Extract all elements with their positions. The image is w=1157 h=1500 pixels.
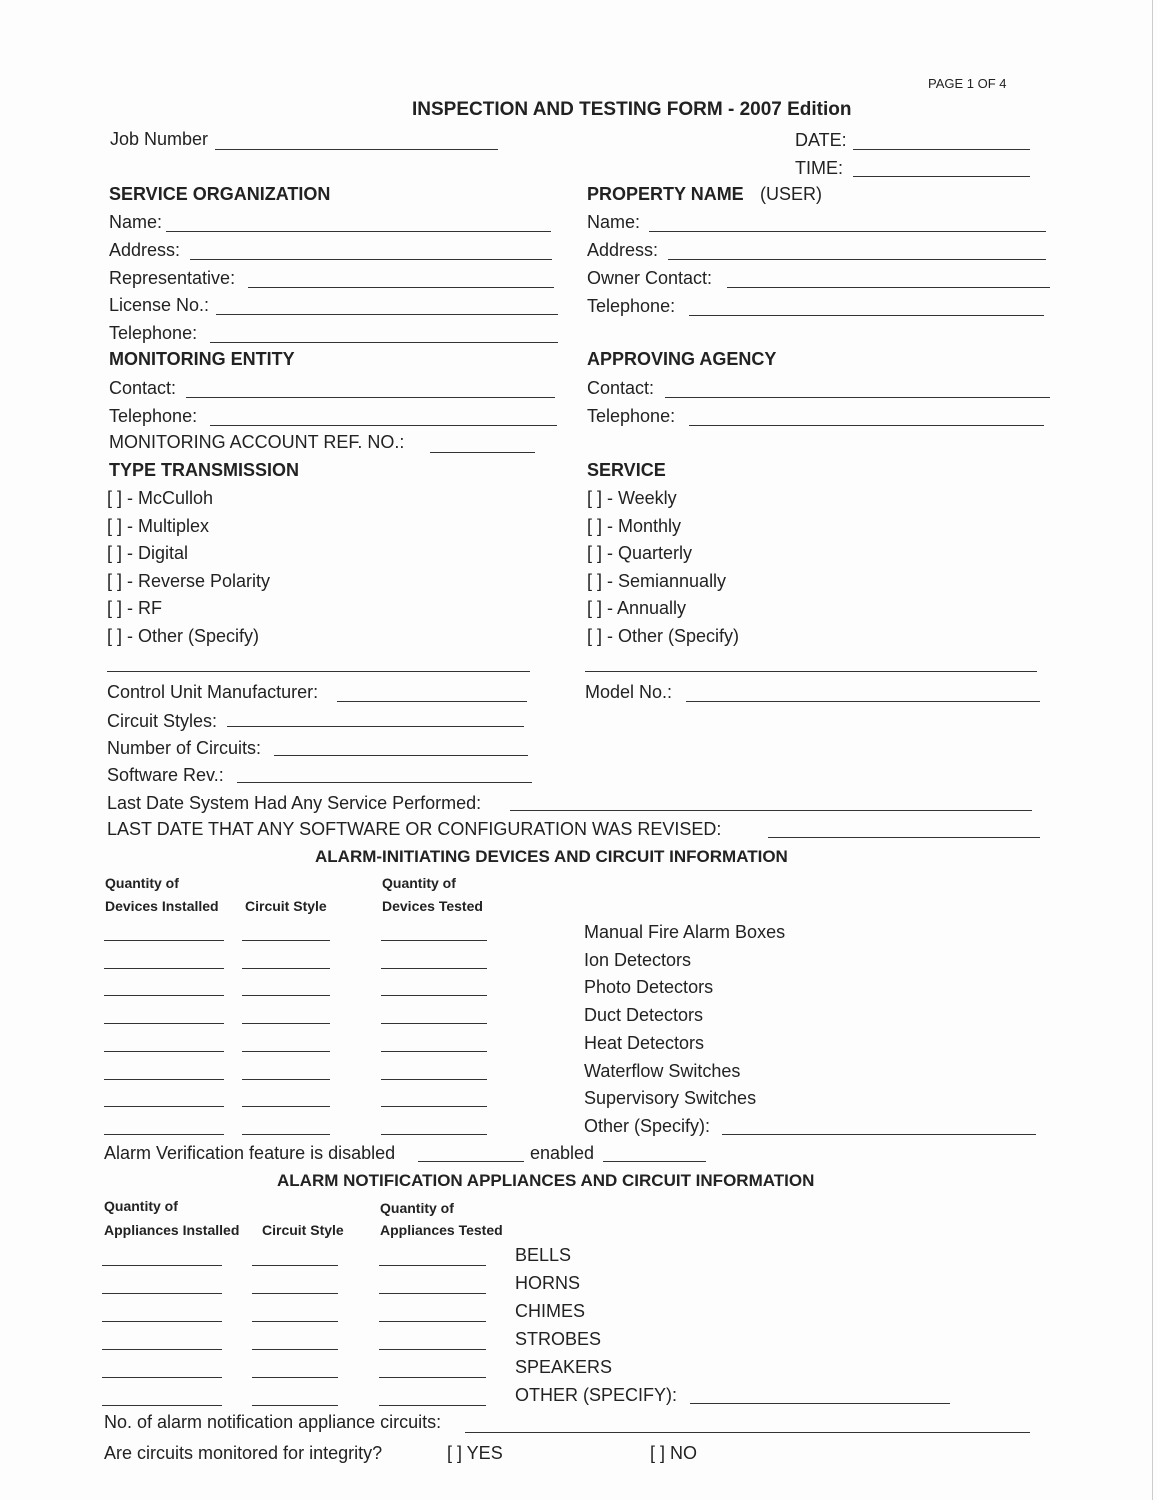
monitoring-telephone-label: Telephone: (109, 406, 198, 426)
service-organization-heading: SERVICE ORGANIZATION (109, 184, 331, 204)
property-telephone-field[interactable] (689, 315, 1044, 316)
control-unit-manufacturer-field[interactable] (337, 701, 527, 702)
job-number-label: Job Number (110, 129, 209, 149)
transmission-option-checkbox[interactable]: [ ] - McCulloh (107, 488, 214, 508)
col-appliances-installed-header: Appliances Installed (104, 1222, 240, 1238)
notification-circuits-field[interactable] (465, 1432, 1030, 1433)
appliances-tested-field[interactable] (379, 1293, 486, 1294)
device-type-label: Ion Detectors (584, 949, 692, 970)
appliance-type-label: CHIMES (515, 1300, 586, 1321)
appliances-tested-field[interactable] (379, 1265, 486, 1266)
property-name-field[interactable] (649, 231, 1046, 232)
col-appliances-installed-header: Quantity of (104, 1198, 178, 1214)
approving-telephone-field[interactable] (689, 425, 1044, 426)
service-org-name-label: Name: (109, 212, 163, 232)
other-device-field[interactable] (722, 1134, 1036, 1135)
circuit-style-field[interactable] (252, 1293, 338, 1294)
appliances-tested-field[interactable] (379, 1405, 486, 1406)
device-type-label: Waterflow Switches (584, 1060, 741, 1081)
last-service-date-label: Last Date System Had Any Service Performed: (107, 793, 482, 813)
devices-installed-field[interactable] (104, 968, 224, 969)
appliances-installed-field[interactable] (102, 1321, 222, 1322)
service-org-address-label: Address: (109, 240, 181, 260)
monitoring-contact-label: Contact: (109, 378, 177, 398)
devices-installed-field[interactable] (104, 1106, 224, 1107)
device-type-label: Photo Detectors (584, 977, 714, 998)
model-number-label: Model No.: (585, 682, 673, 702)
integrity-no-checkbox[interactable]: [ ] NO (650, 1443, 698, 1463)
appliance-type-label: STROBES (515, 1328, 602, 1349)
appliances-tested-field[interactable] (379, 1321, 486, 1322)
appliances-installed-field[interactable] (102, 1265, 222, 1266)
job-number-field[interactable] (215, 149, 498, 150)
model-number-field[interactable] (686, 701, 1040, 702)
devices-installed-field[interactable] (104, 1023, 224, 1024)
number-of-circuits-field[interactable] (274, 755, 528, 756)
property-address-label: Address: (587, 240, 659, 260)
transmission-option-checkbox[interactable]: [ ] - Reverse Polarity (107, 570, 271, 591)
appliances-installed-field[interactable] (102, 1405, 222, 1406)
service-org-representative-label: Representative: (109, 268, 236, 288)
appliance-type-label: HORNS (515, 1272, 581, 1293)
property-owner_contact-field[interactable] (727, 287, 1050, 288)
devices-installed-field[interactable] (104, 1051, 224, 1052)
circuit-style-field[interactable] (252, 1321, 338, 1322)
device-type-label: Other (Specify): (584, 1115, 711, 1136)
circuit-style-field[interactable] (252, 1377, 338, 1378)
time-label: TIME: (795, 158, 843, 178)
service-other-field[interactable] (585, 671, 1037, 672)
circuit-style-field[interactable] (242, 1079, 330, 1080)
circuit-style-field[interactable] (242, 1023, 330, 1024)
date-field[interactable] (853, 149, 1030, 150)
device-type-label: Manual Fire Alarm Boxes (584, 922, 786, 942)
approving-agency-heading: APPROVING AGENCY (587, 349, 777, 369)
verification-disabled-field[interactable] (418, 1161, 524, 1162)
service-option-checkbox[interactable]: [ ] - Monthly (587, 515, 682, 536)
service-org-name-field[interactable] (166, 231, 551, 232)
devices-installed-field[interactable] (104, 1079, 224, 1080)
devices-tested-field[interactable] (381, 1023, 487, 1024)
service-org-telephone-field[interactable] (210, 342, 558, 343)
verification-disabled-label: Alarm Verification feature is disabled (104, 1143, 396, 1163)
property-address-field[interactable] (668, 259, 1046, 260)
devices-tested-field[interactable] (381, 1079, 487, 1080)
integrity-question: Are circuits monitored for integrity? (104, 1443, 383, 1463)
col-quantity-installed-header: Quantity of (105, 875, 179, 891)
circuit-style-field[interactable] (242, 940, 330, 941)
col-quantity-installed-header: Devices Installed (105, 898, 219, 914)
device-type-label: Supervisory Switches (584, 1088, 757, 1109)
circuit-style-field[interactable] (242, 968, 330, 969)
col-circuit-style-header: Circuit Style (245, 898, 327, 914)
device-type-label: Duct Detectors (584, 1005, 704, 1026)
monitoring-entity-heading: MONITORING ENTITY (109, 349, 295, 369)
devices-tested-field[interactable] (381, 995, 487, 996)
form-title: INSPECTION AND TESTING FORM - 2007 Edition (412, 99, 852, 120)
circuit-style-field[interactable] (252, 1405, 338, 1406)
property-telephone-label: Telephone: (587, 296, 676, 316)
service-org-representative-field[interactable] (248, 287, 554, 288)
time-field[interactable] (853, 176, 1030, 177)
service-heading: SERVICE (587, 460, 666, 480)
appliances-installed-field[interactable] (102, 1377, 222, 1378)
control-unit-manufacturer-label: Control Unit Manufacturer: (107, 682, 319, 702)
service-option-checkbox[interactable]: [ ] - Quarterly (587, 543, 693, 564)
property-name-suffix: (USER) (760, 184, 822, 204)
devices-tested-field[interactable] (381, 1134, 487, 1135)
circuit-style-field[interactable] (242, 1051, 330, 1052)
notification-circuits-label: No. of alarm notification appliance circuits: (104, 1412, 442, 1432)
device-type-label: Heat Detectors (584, 1032, 705, 1053)
circuit-styles-field[interactable] (227, 726, 524, 727)
devices-tested-field[interactable] (381, 1106, 487, 1107)
software-rev-field[interactable] (237, 782, 532, 783)
property-name-label: Name: (587, 212, 641, 232)
notification-appliances-heading: ALARM NOTIFICATION APPLIANCES AND CIRCUIT INFORMATION (277, 1171, 815, 1190)
circuit-style-field[interactable] (252, 1349, 338, 1350)
last-revised-date-label: LAST DATE THAT ANY SOFTWARE OR CONFIGURATION WAS REVISED: (107, 819, 722, 839)
devices-tested-field[interactable] (381, 940, 487, 941)
transmission-option-checkbox[interactable]: [ ] - RF (107, 598, 162, 619)
appliance-type-label: SPEAKERS (515, 1356, 613, 1377)
col-appliances-tested-header: Appliances Tested (380, 1222, 503, 1238)
service-option-checkbox[interactable]: [ ] - Semiannually (587, 570, 727, 591)
transmission-option-checkbox[interactable]: [ ] - Multiplex (107, 515, 210, 536)
number-of-circuits-label: Number of Circuits: (107, 738, 262, 758)
col-quantity-tested-header: Devices Tested (382, 898, 483, 914)
circuit-style-field[interactable] (242, 1106, 330, 1107)
approving-telephone-label: Telephone: (587, 406, 676, 426)
transmission-option-checkbox[interactable]: [ ] - Digital (107, 543, 189, 564)
appliances-tested-field[interactable] (379, 1377, 486, 1378)
approving-contact-label: Contact: (587, 378, 655, 398)
service-org-telephone-label: Telephone: (109, 323, 198, 343)
integrity-yes-checkbox[interactable]: [ ] YES (447, 1443, 503, 1463)
approving-contact-field[interactable] (665, 397, 1050, 398)
property-owner_contact-label: Owner Contact: (587, 268, 713, 288)
appliance-type-label: OTHER (SPECIFY): (515, 1384, 678, 1405)
type-transmission-heading: TYPE TRANSMISSION (109, 460, 300, 480)
other-appliance-field[interactable] (690, 1403, 950, 1404)
property-name-heading: PROPERTY NAME (587, 184, 744, 204)
last-revised-date-field[interactable] (768, 837, 1040, 838)
appliance-type-label: BELLS (515, 1245, 572, 1265)
col-quantity-tested-header: Quantity of (382, 875, 456, 891)
devices-installed-field[interactable] (104, 995, 224, 996)
service-option-checkbox[interactable]: [ ] - Other (Specify) (587, 626, 740, 646)
circuit-styles-label: Circuit Styles: (107, 711, 218, 731)
monitoring-account-ref-field[interactable] (430, 452, 535, 453)
appliances-installed-field[interactable] (102, 1349, 222, 1350)
initiating-devices-heading: ALARM-INITIATING DEVICES AND CIRCUIT INFORMATION (315, 847, 788, 866)
circuit-style-field[interactable] (242, 995, 330, 996)
col-circuit-style-header: Circuit Style (262, 1222, 344, 1238)
monitoring-telephone-field[interactable] (210, 425, 557, 426)
transmission-other-field[interactable] (107, 671, 530, 672)
service-org-address-field[interactable] (190, 259, 552, 260)
verification-enabled-label: enabled (530, 1143, 595, 1163)
last-service-date-field[interactable] (510, 810, 1032, 811)
service-option-checkbox[interactable]: [ ] - Annually (587, 598, 687, 619)
devices-tested-field[interactable] (381, 1051, 487, 1052)
service-org-license-field[interactable] (216, 314, 558, 315)
monitoring-contact-field[interactable] (186, 397, 555, 398)
page-number: PAGE 1 OF 4 (928, 76, 1007, 91)
devices-tested-field[interactable] (381, 968, 487, 969)
circuit-style-field[interactable] (252, 1265, 338, 1266)
appliances-tested-field[interactable] (379, 1349, 486, 1350)
transmission-option-checkbox[interactable]: [ ] - Other (Specify) (107, 626, 260, 646)
devices-installed-field[interactable] (104, 1134, 224, 1135)
service-org-license-label: License No.: (109, 295, 210, 315)
service-option-checkbox[interactable]: [ ] - Weekly (587, 488, 677, 508)
monitoring-account-ref-label: MONITORING ACCOUNT REF. NO.: (109, 432, 405, 452)
devices-installed-field[interactable] (104, 940, 224, 941)
verification-enabled-field[interactable] (603, 1161, 706, 1162)
appliances-installed-field[interactable] (102, 1293, 222, 1294)
circuit-style-field[interactable] (242, 1134, 330, 1135)
software-rev-label: Software Rev.: (107, 765, 224, 785)
col-appliances-tested-header: Quantity of (380, 1200, 454, 1216)
date-label: DATE: (795, 130, 847, 150)
scan-edge (1152, 0, 1153, 1500)
